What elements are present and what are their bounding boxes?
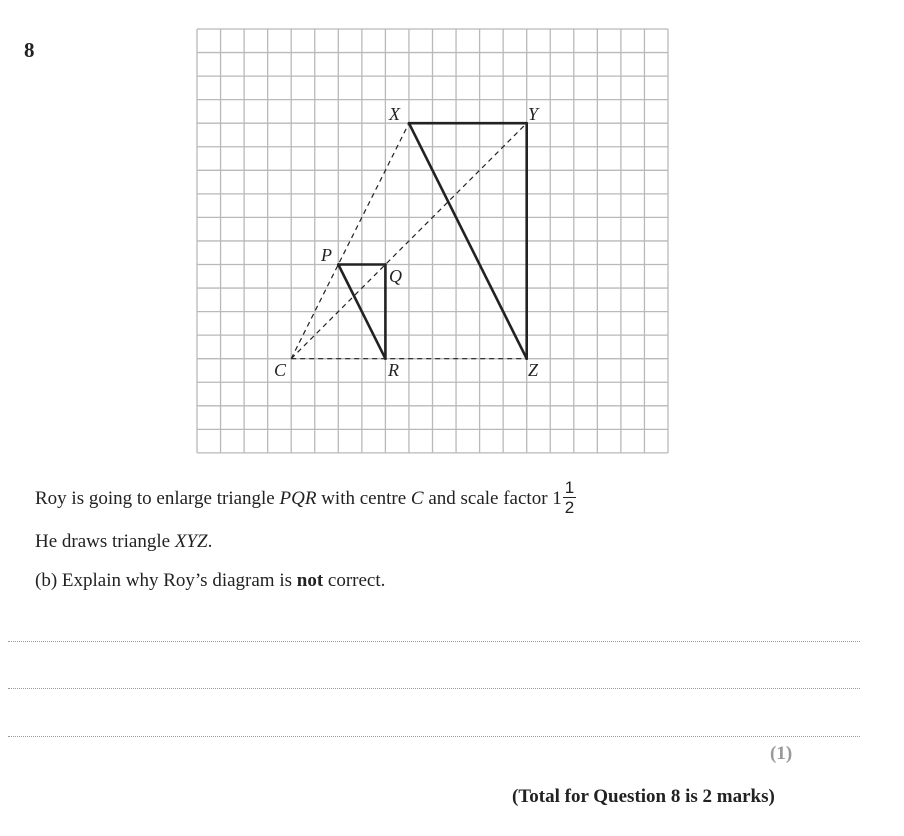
label-q: Q bbox=[389, 266, 402, 286]
line2-text-b: . bbox=[207, 531, 213, 552]
label-z: Z bbox=[528, 360, 539, 380]
triangle-pqr-name: PQR bbox=[279, 487, 317, 509]
instruction-line-1 bbox=[35, 480, 576, 519]
centre-name: C bbox=[410, 487, 424, 509]
label-p: P bbox=[321, 245, 332, 265]
scale-fraction bbox=[563, 478, 576, 517]
label-r: R bbox=[388, 360, 399, 380]
answer-line-3[interactable] bbox=[8, 736, 860, 737]
answer-line-1[interactable] bbox=[8, 641, 860, 642]
label-c: C bbox=[274, 360, 287, 380]
fraction-numerator: 1 bbox=[564, 478, 575, 497]
marks-label: (1) bbox=[770, 743, 793, 764]
line3-text-a: (b) Explain why Roy’s diagram is bbox=[35, 570, 297, 591]
line1-text-c: and scale factor 1 bbox=[423, 487, 562, 509]
point-labels bbox=[274, 104, 540, 380]
grid-lines bbox=[197, 29, 668, 453]
line3-text-b: correct. bbox=[323, 570, 386, 591]
answer-line-2[interactable] bbox=[8, 688, 860, 689]
question-part-b bbox=[35, 570, 385, 592]
instruction-line-2 bbox=[35, 531, 212, 553]
total-marks: (Total for Question 8 is 2 marks) bbox=[512, 786, 775, 807]
question-number: 8 bbox=[24, 38, 35, 62]
line2-text-a: He draws triangle bbox=[35, 531, 175, 552]
fraction-denominator: 2 bbox=[564, 498, 575, 517]
line1-text-a: Roy is going to enlarge triangle bbox=[35, 487, 280, 509]
line1-text-b: with centre bbox=[316, 487, 411, 509]
label-y: Y bbox=[528, 104, 539, 124]
emphasis-not: not bbox=[296, 570, 324, 591]
label-x: X bbox=[389, 104, 400, 124]
triangle-xyz-name: XYZ bbox=[174, 531, 208, 552]
